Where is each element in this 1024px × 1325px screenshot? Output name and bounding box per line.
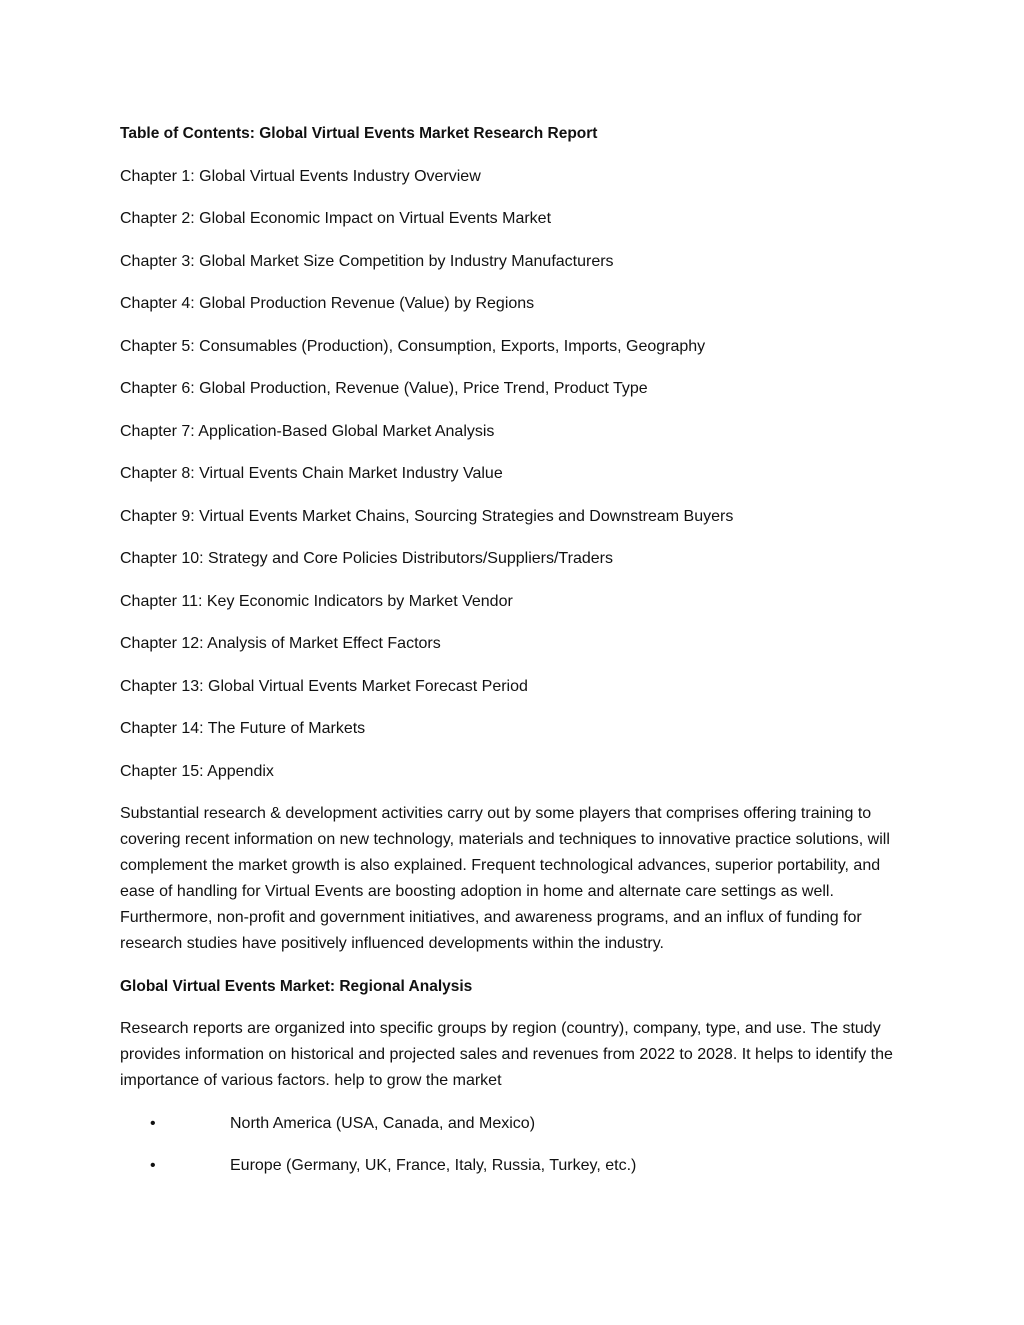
document-content bbox=[120, 121, 910, 1196]
bullet-icon: • bbox=[150, 1114, 156, 1132]
toc-chapter-8: Chapter 8: Virtual Events Chain Market Industry Value bbox=[120, 465, 503, 482]
region-list bbox=[120, 1111, 910, 1180]
toc-chapter-3: Chapter 3: Global Market Size Competition by Industry Manufacturers bbox=[120, 252, 614, 270]
bullet-icon: • bbox=[150, 1157, 156, 1174]
toc-chapter-14: Chapter 14: The Future of Markets bbox=[120, 720, 366, 737]
regional-paragraph: Research reports are organized into specific groups by region (country), company, type, and use. The study provides information on historical and projected sales and revenues from 2022 to 2028. It helps to identify the importance of various factors. help to grow the market bbox=[120, 1020, 893, 1089]
toc-chapter-12: Chapter 12: Analysis of Market Effect Factors bbox=[120, 635, 441, 652]
toc-chapter-4: Chapter 4: Global Production Revenue (Value) by Regions bbox=[120, 295, 535, 312]
toc-chapter-5: Chapter 5: Consumables (Production), Consumption, Exports, Imports, Geography bbox=[120, 337, 706, 355]
toc-chapter-15: Chapter 15: Appendix bbox=[120, 762, 274, 780]
toc-chapter-2: Chapter 2: Global Economic Impact on Virtual Events Market bbox=[120, 210, 552, 227]
toc-chapter-6: Chapter 6: Global Production, Revenue (Value), Price Trend, Product Type bbox=[120, 380, 648, 397]
toc-chapter-13: Chapter 13: Global Virtual Events Market Forecast Period bbox=[120, 677, 528, 695]
toc-title: Table of Contents: Global Virtual Events Market Research Report bbox=[120, 125, 598, 142]
region-item-europe bbox=[120, 1153, 910, 1179]
toc-chapter-1: Chapter 1: Global Virtual Events Industry Overview bbox=[120, 167, 481, 185]
toc-chapter-11: Chapter 11: Key Economic Indicators by Market Vendor bbox=[120, 592, 513, 610]
toc-chapter-10: Chapter 10: Strategy and Core Policies Distributors/Suppliers/Traders bbox=[120, 550, 613, 567]
region-label: North America (USA, Canada, and Mexico) bbox=[230, 1114, 536, 1132]
region-item-north-america bbox=[120, 1111, 910, 1137]
regional-analysis-heading: Global Virtual Events Market: Regional Analysis bbox=[120, 977, 473, 995]
toc-chapter-9: Chapter 9: Virtual Events Market Chains, Sourcing Strategies and Downstream Buyers bbox=[120, 507, 734, 525]
research-paragraph: Substantial research & development activities carry out by some players that comprises offering training to covering recent information on new technology, materials and techniques to innovative practice solutions, will complement the market growth is also explained. Frequent technological advances, superior portability, and ease of handling for Virtual Events are boosting adoption in home and alternate care settings as well. Furthermore, non-profit and government initiatives, and awareness programs, and an influx of funding for research studies have positively influenced developments within the industry. bbox=[120, 805, 890, 952]
toc-chapter-7: Chapter 7: Application-Based Global Market Analysis bbox=[120, 422, 495, 440]
region-label: Europe (Germany, UK, France, Italy, Russia, Turkey, etc.) bbox=[230, 1157, 637, 1174]
